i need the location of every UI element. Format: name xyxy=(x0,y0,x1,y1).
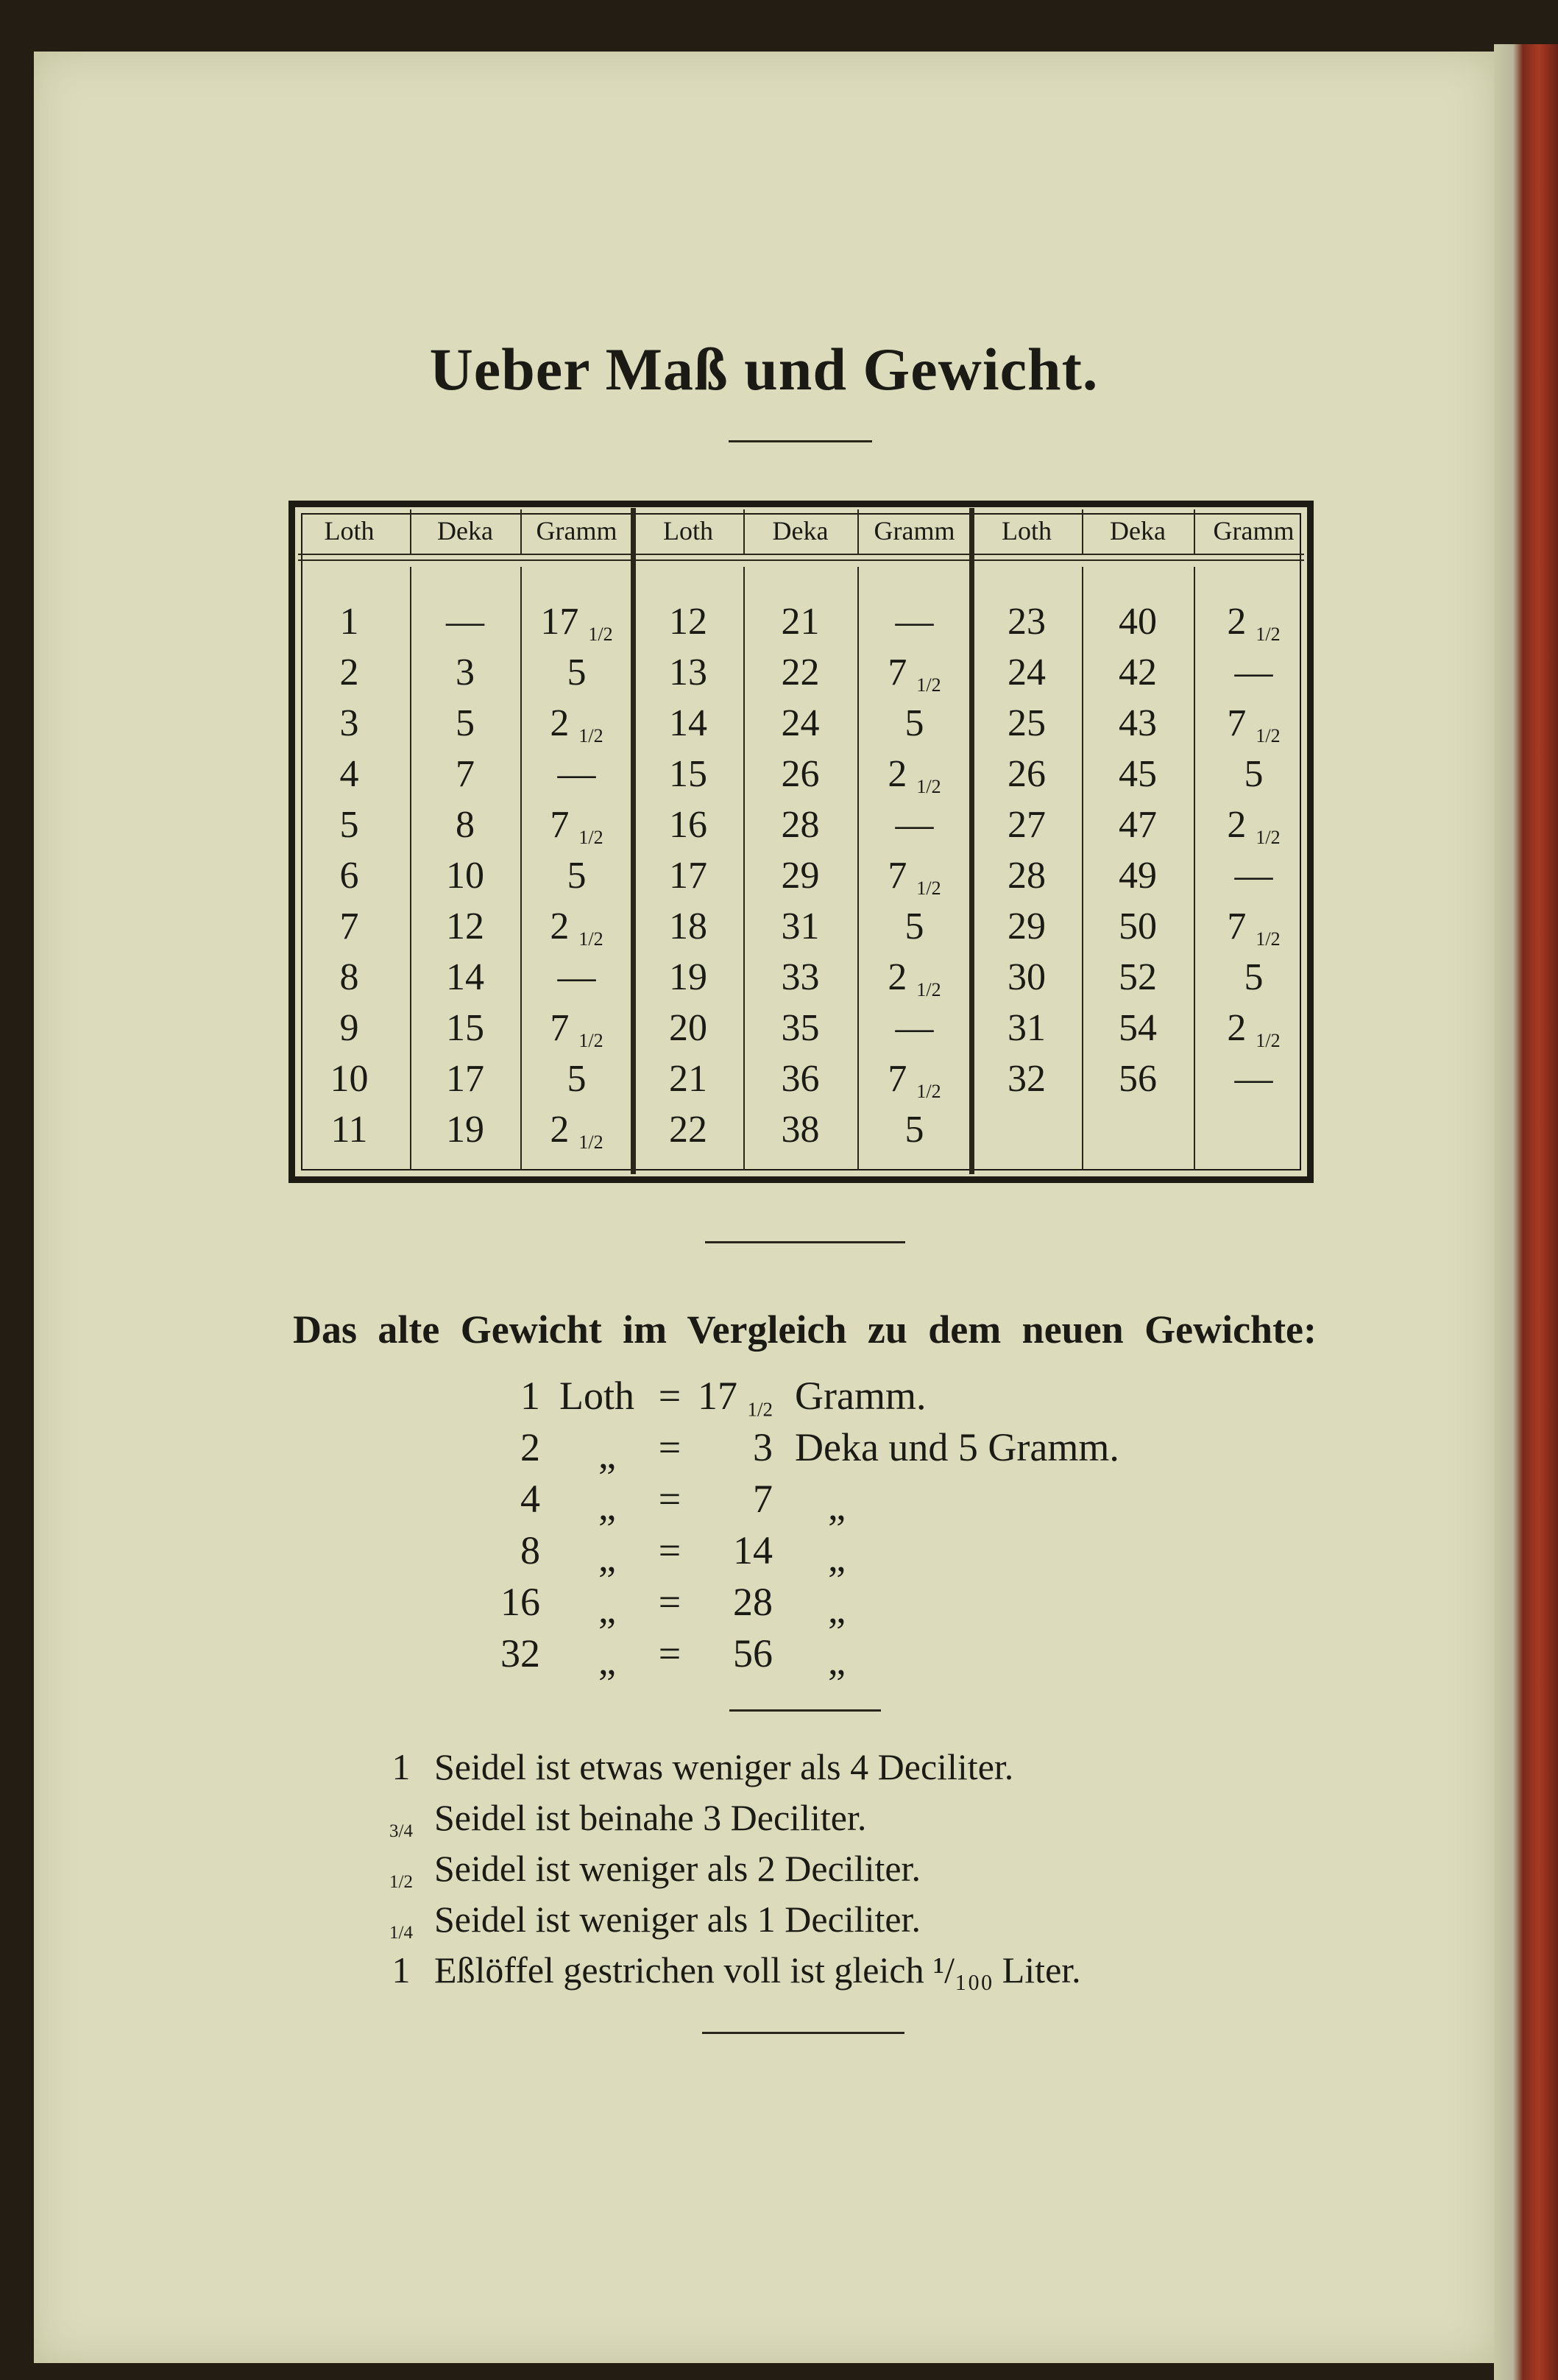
table-cell-loth: 17 xyxy=(669,855,707,897)
eq-rest: „ xyxy=(828,1587,846,1631)
fraction: 1/2 xyxy=(578,928,603,950)
table-cell-gramm: 7 1/2 xyxy=(888,1058,941,1103)
table-cell-gramm: 2 1/2 xyxy=(1227,804,1281,849)
fraction: 1/2 xyxy=(916,674,941,696)
table-cell-gramm: 2 1/2 xyxy=(1227,601,1281,646)
table-cell-gramm: 7 1/2 xyxy=(888,855,941,900)
volume-line: Seidel ist beinahe 3 Deciliter. xyxy=(434,1797,867,1838)
table-header-loth: Loth xyxy=(324,516,375,545)
table-cell-deka: 42 xyxy=(1119,652,1157,693)
volume-line: Seidel ist weniger als 2 Deciliter. xyxy=(434,1848,921,1889)
eq-loth: 1 xyxy=(520,1374,540,1418)
table-cell-deka: 17 xyxy=(446,1058,484,1100)
table-cell-gramm: — xyxy=(1234,855,1273,897)
table-cell-loth: 14 xyxy=(669,702,707,744)
table-header-loth: Loth xyxy=(663,516,713,545)
eq-unit: „ xyxy=(598,1536,616,1580)
table-cell-gramm: 7 1/2 xyxy=(1227,702,1281,747)
table-cell-deka: 50 xyxy=(1119,905,1157,947)
fraction: 1/4 xyxy=(389,1922,413,1943)
eq-loth: 2 xyxy=(520,1425,540,1469)
table-cell-deka: 10 xyxy=(446,855,484,897)
eq-value: 14 xyxy=(733,1528,773,1572)
title-rule xyxy=(729,440,872,442)
table-cell-loth: 22 xyxy=(669,1109,707,1151)
table-cell-deka: 38 xyxy=(781,1109,820,1151)
eq-loth: 8 xyxy=(520,1528,540,1572)
eq-value: 28 xyxy=(733,1580,773,1624)
volume-line: Eßlöffel gestrichen voll ist gleich ¹/₁₀₀ Liter. xyxy=(434,1949,1081,1991)
table-cell-gramm: 17 1/2 xyxy=(540,601,613,646)
section-rule xyxy=(729,1709,881,1712)
table-cell-deka: 26 xyxy=(781,753,820,795)
table-cell-gramm: 5 xyxy=(904,905,924,947)
volume-qty xyxy=(379,1795,423,1854)
table-cell-loth: 4 xyxy=(339,753,359,795)
table-cell-loth: 10 xyxy=(330,1058,369,1100)
fraction: 1/2 xyxy=(916,776,941,798)
table-cell-gramm: 2 1/2 xyxy=(1227,1007,1281,1052)
table-cell-deka: 45 xyxy=(1119,753,1157,795)
volume-qty: 1 xyxy=(392,1746,411,1787)
table-header-rule xyxy=(298,554,1304,555)
eq-rest: Deka und 5 Gramm. xyxy=(795,1425,1119,1469)
fraction: 1/2 xyxy=(389,1871,413,1892)
fraction: 1/2 xyxy=(588,624,613,646)
table-cell-loth: 18 xyxy=(669,905,707,947)
eq-unit: „ xyxy=(598,1639,616,1683)
fraction: 1/2 xyxy=(916,878,941,900)
table-cell-gramm: — xyxy=(1234,652,1273,693)
table-cell-loth: 6 xyxy=(339,855,359,897)
eq-equals: = xyxy=(658,1374,681,1418)
table-cell-deka: 24 xyxy=(781,702,820,744)
table-cell-gramm: 7 1/2 xyxy=(550,804,603,849)
table-cell-deka: 40 xyxy=(1119,601,1157,643)
table-cell-loth: 19 xyxy=(669,956,707,998)
table-header-gramm: Gramm xyxy=(1213,516,1295,545)
table-cell-deka: 28 xyxy=(781,804,820,846)
table-cell-loth: 13 xyxy=(669,652,707,693)
fraction: 1/2 xyxy=(578,1131,603,1154)
eq-equals: = xyxy=(658,1477,681,1521)
table-cell-gramm: 2 1/2 xyxy=(550,1109,603,1154)
table-cell-gramm: 2 1/2 xyxy=(550,702,603,747)
table-cell-deka: 5 xyxy=(456,702,475,744)
table-cell-gramm: 7 1/2 xyxy=(550,1007,603,1052)
fraction: 1/2 xyxy=(578,725,603,747)
table-cell-deka: 19 xyxy=(446,1109,484,1151)
table-cell-deka: — xyxy=(446,601,484,643)
table-cell-deka: 3 xyxy=(456,652,475,693)
volume-qty xyxy=(379,1897,423,1955)
table-cell-loth: 15 xyxy=(669,753,707,795)
table-cell-loth: 24 xyxy=(1008,652,1046,693)
eq-equals: = xyxy=(658,1425,681,1469)
table-cell-loth: 3 xyxy=(339,702,359,744)
table-cell-loth: 26 xyxy=(1008,753,1046,795)
eq-value: 17 1/2 xyxy=(697,1374,773,1421)
table-column-divider xyxy=(1194,509,1195,554)
table-cell-gramm: — xyxy=(895,804,934,846)
table-cell-deka: 47 xyxy=(1119,804,1157,846)
table-cell-deka: 21 xyxy=(781,601,820,643)
table-cell-loth: 20 xyxy=(669,1007,707,1049)
table-cell-gramm: — xyxy=(895,1007,934,1049)
eq-unit: „ xyxy=(598,1587,616,1631)
table-cell-loth: 11 xyxy=(330,1109,368,1151)
table-cell-loth: 27 xyxy=(1008,804,1046,846)
fraction: 1/2 xyxy=(1256,928,1281,950)
table-cell-deka: 8 xyxy=(456,804,475,846)
fraction: 1/2 xyxy=(1256,624,1281,646)
table-header-deka: Deka xyxy=(437,516,493,545)
table-cell-gramm: 2 1/2 xyxy=(888,753,941,798)
bottom-rule xyxy=(702,2032,904,2034)
table-cell-loth: 7 xyxy=(339,905,359,947)
table-header-rule xyxy=(298,559,1304,561)
table-cell-loth: 30 xyxy=(1008,956,1046,998)
table-cell-deka: 56 xyxy=(1119,1058,1157,1100)
table-cell-loth: 25 xyxy=(1008,702,1046,744)
table-cell-loth: 21 xyxy=(669,1058,707,1100)
table-column-divider xyxy=(1194,567,1195,1170)
fraction: 1/2 xyxy=(1256,725,1281,747)
table-header-gramm: Gramm xyxy=(874,516,955,545)
table-cell-gramm: 5 xyxy=(1244,956,1264,998)
table-cell-gramm: 5 xyxy=(567,855,587,897)
table-cell-gramm: 5 xyxy=(904,702,924,744)
table-header-deka: Deka xyxy=(772,516,829,545)
table-cell-gramm: 5 xyxy=(567,652,587,693)
table-cell-loth: 2 xyxy=(339,652,359,693)
table-cell-loth: 1 xyxy=(339,601,359,643)
table-cell-deka: 54 xyxy=(1119,1007,1157,1049)
table-cell-loth: 12 xyxy=(669,601,707,643)
volume-qty: 1 xyxy=(392,1949,411,1991)
fraction: 1/2 xyxy=(916,979,941,1001)
table-header-gramm: Gramm xyxy=(536,516,617,545)
table-cell-gramm: 2 1/2 xyxy=(888,956,941,1001)
table-cell-gramm: 7 1/2 xyxy=(888,652,941,696)
table-cell-deka: 49 xyxy=(1119,855,1157,897)
table-cell-deka: 29 xyxy=(781,855,820,897)
table-cell-loth: 5 xyxy=(339,804,359,846)
comparison-heading: Das alte Gewicht im Vergleich zu dem neuen Gewichte: xyxy=(293,1307,1317,1352)
eq-equals: = xyxy=(658,1528,681,1572)
table-cell-deka: 35 xyxy=(781,1007,820,1049)
table-cell-gramm: — xyxy=(557,956,596,998)
fraction: 1/2 xyxy=(1256,1030,1281,1052)
table-cell-deka: 43 xyxy=(1119,702,1157,744)
table-cell-loth: 29 xyxy=(1008,905,1046,947)
eq-unit: „ xyxy=(598,1433,616,1477)
eq-value: 7 xyxy=(753,1477,773,1521)
fraction: 1/2 xyxy=(578,827,603,849)
volume-line: Seidel ist etwas weniger als 4 Deciliter. xyxy=(434,1746,1014,1787)
table-cell-deka: 36 xyxy=(781,1058,820,1100)
table-cell-loth: 16 xyxy=(669,804,707,846)
table-cell-gramm: — xyxy=(557,753,596,795)
fraction: 1/2 xyxy=(747,1398,773,1421)
eq-equals: = xyxy=(658,1580,681,1624)
fraction: 1/2 xyxy=(578,1030,603,1052)
fraction: 1/2 xyxy=(916,1081,941,1103)
eq-rest: Gramm. xyxy=(795,1374,927,1418)
table-cell-gramm: 7 1/2 xyxy=(1227,905,1281,950)
eq-unit: Loth xyxy=(559,1374,634,1418)
table-cell-gramm: 5 xyxy=(904,1109,924,1151)
table-cell-loth: 9 xyxy=(339,1007,359,1049)
eq-rest: „ xyxy=(828,1639,846,1683)
eq-value: 56 xyxy=(733,1631,773,1675)
table-cell-deka: 52 xyxy=(1119,956,1157,998)
table-cell-deka: 33 xyxy=(781,956,820,998)
table-cell-gramm: — xyxy=(895,601,934,643)
table-cell-gramm: 5 xyxy=(567,1058,587,1100)
volume-qty xyxy=(379,1846,423,1904)
eq-equals: = xyxy=(658,1631,681,1675)
table-cell-loth: 31 xyxy=(1008,1007,1046,1049)
eq-rest: „ xyxy=(828,1536,846,1580)
fraction: 1/2 xyxy=(1256,827,1281,849)
table-cell-deka: 12 xyxy=(446,905,484,947)
book-spine-edge xyxy=(1494,44,1558,2380)
eq-loth: 32 xyxy=(500,1631,540,1675)
table-cell-deka: 14 xyxy=(446,956,484,998)
page-title: Ueber Maß und Gewicht. xyxy=(429,336,1099,403)
table-cell-loth: 28 xyxy=(1008,855,1046,897)
table-cell-loth: 23 xyxy=(1008,601,1046,643)
table-cell-loth: 8 xyxy=(339,956,359,998)
table-cell-deka: 22 xyxy=(781,652,820,693)
eq-unit: „ xyxy=(598,1484,616,1528)
fraction: 3/4 xyxy=(389,1821,413,1841)
eq-value: 3 xyxy=(753,1425,773,1469)
table-header-loth: Loth xyxy=(1002,516,1052,545)
table-cell-gramm: 2 1/2 xyxy=(550,905,603,950)
table-cell-deka: 15 xyxy=(446,1007,484,1049)
section-rule xyxy=(705,1241,905,1243)
table-cell-deka: 31 xyxy=(781,905,820,947)
eq-loth: 4 xyxy=(520,1477,540,1521)
table-header-deka: Deka xyxy=(1110,516,1166,545)
table-cell-deka: 7 xyxy=(456,753,475,795)
table-cell-gramm: — xyxy=(1234,1058,1273,1100)
table-cell-loth: 32 xyxy=(1008,1058,1046,1100)
eq-loth: 16 xyxy=(500,1580,540,1624)
volume-line: Seidel ist weniger als 1 Deciliter. xyxy=(434,1899,921,1940)
table-cell-gramm: 5 xyxy=(1244,753,1264,795)
eq-rest: „ xyxy=(828,1484,846,1528)
